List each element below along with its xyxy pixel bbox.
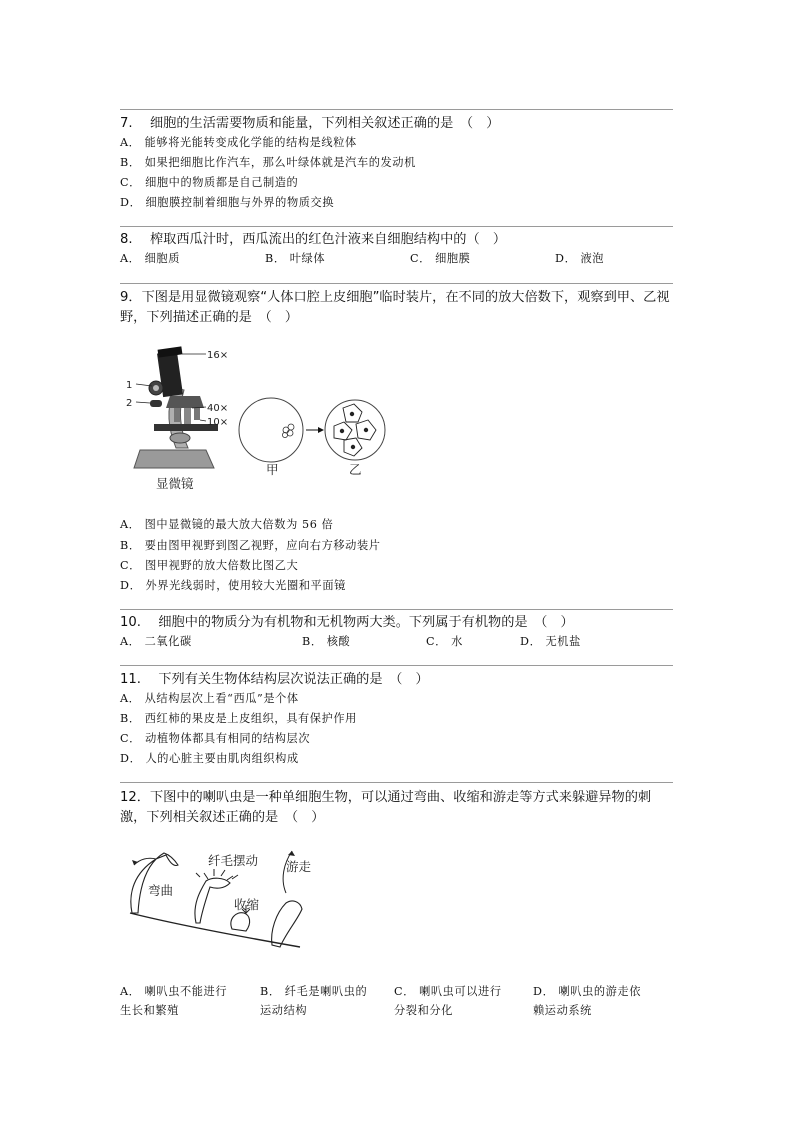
question-12-option-c[interactable] bbox=[394, 982, 502, 1020]
divider bbox=[120, 665, 673, 666]
label-10x: 10× bbox=[207, 417, 229, 428]
question-9-option-d[interactable]: D． 外界光线弱时，使用较大光圈和平面镜 bbox=[120, 579, 346, 592]
stentor-swimming bbox=[272, 901, 302, 947]
question-11-option-d[interactable]: D． 人的心脏主要由肌肉组织构成 bbox=[120, 752, 299, 765]
stentor-cilia bbox=[195, 878, 230, 923]
objective-lens bbox=[174, 408, 180, 422]
trumpet-animalcule-figure bbox=[120, 843, 320, 958]
divider bbox=[120, 283, 673, 284]
question-7-option-b[interactable]: B． 如果把细胞比作汽车，那么叶绿体就是汽车的发动机 bbox=[120, 156, 416, 169]
question-8-option-a[interactable]: A． 细胞质 bbox=[120, 252, 180, 265]
option-c-line1: C． 喇叭虫可以进行 bbox=[394, 985, 502, 998]
label-2: 2 bbox=[126, 398, 133, 409]
divider bbox=[120, 226, 673, 227]
question-7 bbox=[120, 114, 680, 134]
microscope-base bbox=[134, 450, 214, 468]
objective-lens bbox=[194, 408, 200, 420]
option-b-line2: 运动结构 bbox=[260, 1004, 308, 1017]
arrow-head-icon bbox=[132, 860, 138, 865]
question-7-option-d[interactable]: D． 细胞膜控制着细胞与外界的物质交换 bbox=[120, 196, 335, 209]
objective-lens bbox=[184, 408, 191, 424]
question-7-option-c[interactable]: C． 细胞中的物质都是自己制造的 bbox=[120, 176, 299, 189]
question-11 bbox=[120, 670, 680, 690]
cell bbox=[288, 424, 294, 430]
question-7-option-a[interactable]: A． 能够将光能转变成化学能的结构是线粒体 bbox=[120, 136, 357, 149]
stentor-contracting bbox=[231, 913, 250, 931]
label-16x: 16× bbox=[207, 350, 229, 361]
question-11-option-c[interactable]: C． 动植物体都具有相同的结构层次 bbox=[120, 732, 311, 745]
question-8-stem: 8. 榨取西瓜汁时，西瓜流出的红色汁液来自细胞结构中的（ ） bbox=[120, 232, 507, 247]
pointer-line bbox=[200, 420, 206, 421]
cells-magnified bbox=[334, 404, 376, 456]
fine-focus-knob bbox=[150, 400, 162, 407]
question-12 bbox=[120, 788, 675, 828]
label-cilia: 纤毛摆动 bbox=[208, 853, 259, 868]
question-12-stem: 12．下图中的喇叭虫是一种单细胞生物，可以通过弯曲、收缩和游走等方式来躲避异物的刺激，下列相关叙述正确的是 （ ） bbox=[120, 790, 652, 825]
question-9-stem: 9．下图是用显微镜观察“人体口腔上皮细胞”临时装片，在不同的放大倍数下，观察到甲、乙视野，下列描述正确的是 （ ） bbox=[120, 290, 670, 325]
question-10 bbox=[120, 613, 680, 633]
label-swim: 游走 bbox=[286, 859, 312, 874]
option-b-line1: B． 纤毛是喇叭虫的 bbox=[260, 985, 368, 998]
mirror bbox=[170, 433, 190, 443]
question-9-option-a[interactable]: A． 图中显微镜的最大放大倍数为 56 倍 bbox=[120, 518, 334, 531]
option-c-line2: 分裂和分化 bbox=[394, 1004, 453, 1017]
question-8-option-c[interactable]: C． 细胞膜 bbox=[410, 252, 471, 265]
caption-yi: 乙 bbox=[349, 462, 362, 477]
question-9-option-c[interactable]: C． 图甲视野的放大倍数比图乙大 bbox=[120, 559, 299, 572]
question-8 bbox=[120, 230, 680, 250]
question-10-option-c[interactable]: C． 水 bbox=[426, 635, 463, 648]
microscope-figure bbox=[118, 338, 393, 498]
caption-microscope: 显微镜 bbox=[156, 476, 194, 491]
caption-jia: 甲 bbox=[266, 462, 279, 477]
label-bend: 弯曲 bbox=[148, 883, 174, 898]
question-8-option-b[interactable]: B． 叶绿体 bbox=[265, 252, 326, 265]
question-7-stem: 7. 细胞的生活需要物质和能量，下列相关叙述正确的是 （ ） bbox=[120, 116, 500, 131]
label-contract: 收缩 bbox=[234, 897, 260, 912]
question-9-option-b[interactable]: B． 要由图甲视野到图乙视野，应向右方移动装片 bbox=[120, 539, 381, 552]
knob-center bbox=[153, 385, 159, 391]
question-12-option-b[interactable] bbox=[260, 982, 367, 1020]
option-d-line2: 赖运动系统 bbox=[533, 1004, 592, 1017]
question-12-option-d[interactable] bbox=[533, 982, 641, 1020]
question-11-stem: 11. 下列有关生物体结构层次说法正确的是 （ ） bbox=[120, 672, 429, 687]
eyepiece bbox=[158, 346, 183, 357]
question-8-option-d[interactable]: D． 液泡 bbox=[555, 252, 605, 265]
label-1: 1 bbox=[126, 380, 133, 391]
substrate-line bbox=[130, 913, 300, 947]
option-a-line1: A． 喇叭虫不能进行 bbox=[120, 985, 228, 998]
nosepiece bbox=[166, 396, 204, 408]
question-10-option-d[interactable]: D． 无机盐 bbox=[520, 635, 581, 648]
question-10-stem: 10. 细胞中的物质分为有机物和无机物两大类。下列属于有机物的是 （ ） bbox=[120, 615, 574, 630]
question-11-option-b[interactable]: B． 西红柿的果皮是上皮组织，具有保护作用 bbox=[120, 712, 357, 725]
field-of-view-jia bbox=[239, 398, 303, 462]
question-10-option-a[interactable]: A． 二氧化碳 bbox=[120, 635, 192, 648]
divider bbox=[120, 782, 673, 783]
label-40x: 40× bbox=[207, 403, 229, 414]
question-11-option-a[interactable]: A． 从结构层次上看“西瓜”是个体 bbox=[120, 692, 299, 705]
divider bbox=[120, 609, 673, 610]
pointer-line bbox=[136, 402, 150, 403]
question-10-option-b[interactable]: B． 核酸 bbox=[302, 635, 351, 648]
question-9 bbox=[120, 288, 675, 328]
divider bbox=[120, 109, 673, 110]
option-d-line1: D． 喇叭虫的游走依 bbox=[533, 985, 642, 998]
arrow-head-icon bbox=[318, 427, 324, 433]
option-a-line2: 生长和繁殖 bbox=[120, 1004, 179, 1017]
question-12-option-a[interactable] bbox=[120, 982, 227, 1020]
